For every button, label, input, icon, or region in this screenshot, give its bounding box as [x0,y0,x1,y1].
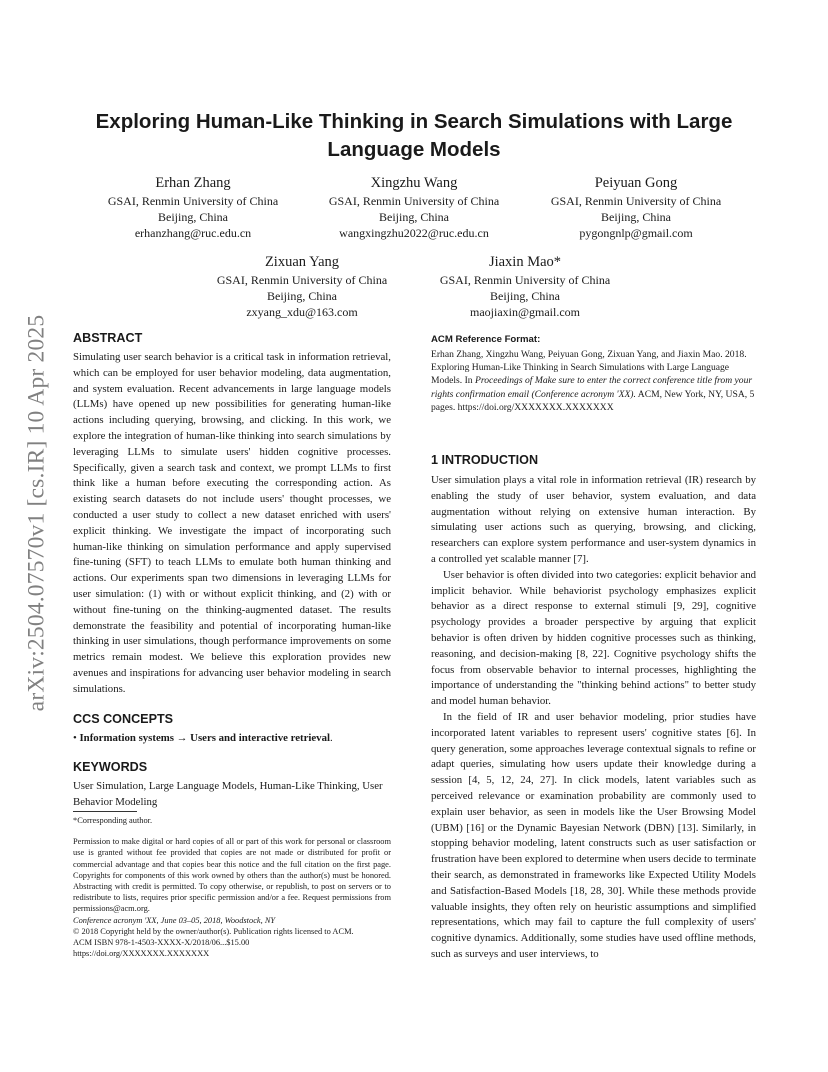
footnote-block [73,815,391,959]
author-block [197,253,407,320]
author-email: wangxingzhu2022@ruc.edu.cn [339,226,489,240]
abstract-heading: ABSTRACT [73,331,143,345]
author-email: erhanzhang@ruc.edu.cn [134,226,252,240]
author-location: Beijing, China [490,289,560,303]
author-email: zxyang_xdu@163.com [246,305,358,319]
acm-reference-heading: ACM Reference Format: [431,334,541,345]
isbn: ACM ISBN 978-1-4503-XXXX-X/2018/06...$15.00 [73,938,250,948]
author-name: Xingzhu Wang [370,175,458,191]
author-affiliation: GSAI, Renmin University of China [328,194,500,208]
left-column [73,330,391,811]
arxiv-watermark [22,268,52,758]
acm-reference-prefix: Erhan Zhang, Xingzhu Wang, Peiyuan Gong, Zixuan Yang, and Jiaxin Mao. 2018. Exploring Human-Like Thinking in Search Simulations with Large Language Models. In [431,349,747,387]
author-email: maojiaxin@gmail.com [469,305,581,319]
ccs-concepts [73,731,391,747]
acm-reference-venue: Proceedings of Make sure to enter the correct conference title from your rights confirmation email (Conference acronym 'XX). [431,375,753,400]
author-affiliation: GSAI, Renmin University of China [216,273,388,287]
intro-paragraph-3: In the field of IR and user behavior modeling, prior studies have incorporated latent variables to represent users' cognitive states [6]. In query generation, some approaches leverage contextual signals to refine or adapt queries, simulating how users update their knowledge during a session [4, 5, 12, 24, 27]. In click models, latent variables such as perceived relevance or examination probability are commonly used to explain user behavior, as seen in models like the User Browsing Model (UBM) [16] or the Dynamic Bayesian Network (DBN) [13]. Similarly, in stopping behavior modeling, latent constructs such as user satisfaction or frustration have been explored to determine when users decide to terminate their search, as demonstrated in frameworks like Expected Utility Models and Satisfaction-Based Models [18, 28, 30]. While these methods provide valuable insights, they often rely on heuristic assumptions and simplified representations, which may fail to capture the full complexity of users' cognitive dynamics. Additionally, some studies have used offline methods, such as surveys and user interviews, to [431,710,756,960]
corresponding-author-note: *Corresponding author. [73,816,153,825]
author-block [309,174,519,241]
keywords-heading: KEYWORDS [73,760,148,775]
footnote-rule [73,811,137,812]
keywords-text: User Simulation, Large Language Models, Human-Like Thinking, User Behavior Modeling [73,780,383,809]
acm-reference-suffix: ACM, New York, NY, USA, 5 pages. https://doi.org/XXXXXXX.XXXXXXX [431,388,755,413]
paper-title: Exploring Human-Like Thinking in Search Simulations with Large Language Models [95,110,733,161]
author-affiliation: GSAI, Renmin University of China [107,194,279,208]
introduction-heading: 1 INTRODUCTION [431,453,539,467]
author-name: Peiyuan Gong [594,175,678,191]
intro-paragraph-2: User behavior is often divided into two categories: explicit behavior and implicit behavior. While behaviorist psychology emphasizes explicit behavior as a direct response to external stimuli [9, 29], cognitive psychology provides a broader perspective by arguing that explicit behavior is often driven by hidden cognitive processes such as thinking, reasoning, and decision-making [8, 22]. Cognitive psychology shifts the focus from observable behavior to internal processes, highlighting the importance of understanding the "thinking behind actions" to better study and model human behavior. [431,568,756,708]
abstract-text: Simulating user search behavior is a critical task in information retrieval, which can be employed for user behavior modeling, data augmentation, and system evaluation. Recent advancements in large language models (LLMs) have opened up new possibilities for generating human-like actions including querying, browsing, and clicking. In this work, we explore the integration of human-like thinking into search simulations by leveraging LLMs to simulate users' hidden cognitive processes. Specifically, given a search task and context, we prompt LLMs to first think like a human before executing the corresponding action. As existing search datasets do not include users' thought processes, we conducted a user study to collect a new dataset enriched with users' explicit thinking. We investigate the impact of incorporating such human-like thinking on simulation performance and apply supervised fine-tuning (SFT) to teach LLMs to emulate both human thinking and actions. Our experiments span two dimensions in leveraging LLMs for user simulation: (1) with or without explicit thinking, and (2) with or without fine-tuning on the thinking-augmented dataset. The results demonstrate the feasibility and potential of incorporating human-like thinking in user simulations, though performance improvements on some metrics remain modest. We believe this exploration provides new avenues and inspirations for advancing user behavior modeling in search simulations. [73,351,391,695]
copyright-notice: © 2018 Copyright held by the owner/author(s). Publication rights licensed to ACM. [73,926,354,936]
author-name: Jiaxin Mao* [488,254,562,270]
ccs-text: Information systems → Users and interactive retrieval [79,731,330,744]
acm-reference-text [431,348,756,414]
arxiv-id: arXiv:2504.07570v1 [cs.IR] 10 Apr 2025 [23,314,50,712]
conference-info: Conference acronym 'XX, June 03–05, 2018, Woodstock, NY [73,915,276,925]
permission-notice: Permission to make digital or hard copies of all or part of this work for personal or classroom use is granted without fee provided that copies are not made or distributed for profit or commercial advantage and that copies bear this notice and the full citation on the first page. Copyrights for components of this work owned by others than the author(s) must be honored. Abstracting with credit is permitted. To copy otherwise, or republish, to post on servers or to redistribute to lists, requires prior specific permission and/or a fee. Request permissions from permissions@acm.org. [73,837,391,914]
acm-reference-block [431,333,756,414]
author-affiliation: GSAI, Renmin University of China [550,194,722,208]
author-affiliation: GSAI, Renmin University of China [439,273,611,287]
author-email: pygongnlp@gmail.com [579,226,693,240]
intro-paragraph-1: User simulation plays a vital role in information retrieval (IR) research by enabling the study of user behavior, system evaluation, and data augmentation without relying on extensive human interaction. By simulating user actions such as querying, browsing, and clicking, researchers can explore system performance and user-system dynamics in a controlled yet scalable manner [7]. [431,474,756,565]
author-block [88,174,298,241]
author-block [420,253,630,320]
author-name: Zixuan Yang [264,254,340,270]
author-name: Erhan Zhang [155,175,231,191]
ccs-end: . [329,731,333,744]
ccs-heading: CCS CONCEPTS [73,711,174,726]
author-location: Beijing, China [379,210,449,224]
introduction-section [431,452,756,963]
doi-link[interactable]: https://doi.org/XXXXXXX.XXXXXXX [73,949,210,959]
author-location: Beijing, China [267,289,337,303]
author-block [531,174,741,241]
ccs-bullet: • [73,731,77,744]
author-location: Beijing, China [158,210,228,224]
author-location: Beijing, China [601,210,671,224]
